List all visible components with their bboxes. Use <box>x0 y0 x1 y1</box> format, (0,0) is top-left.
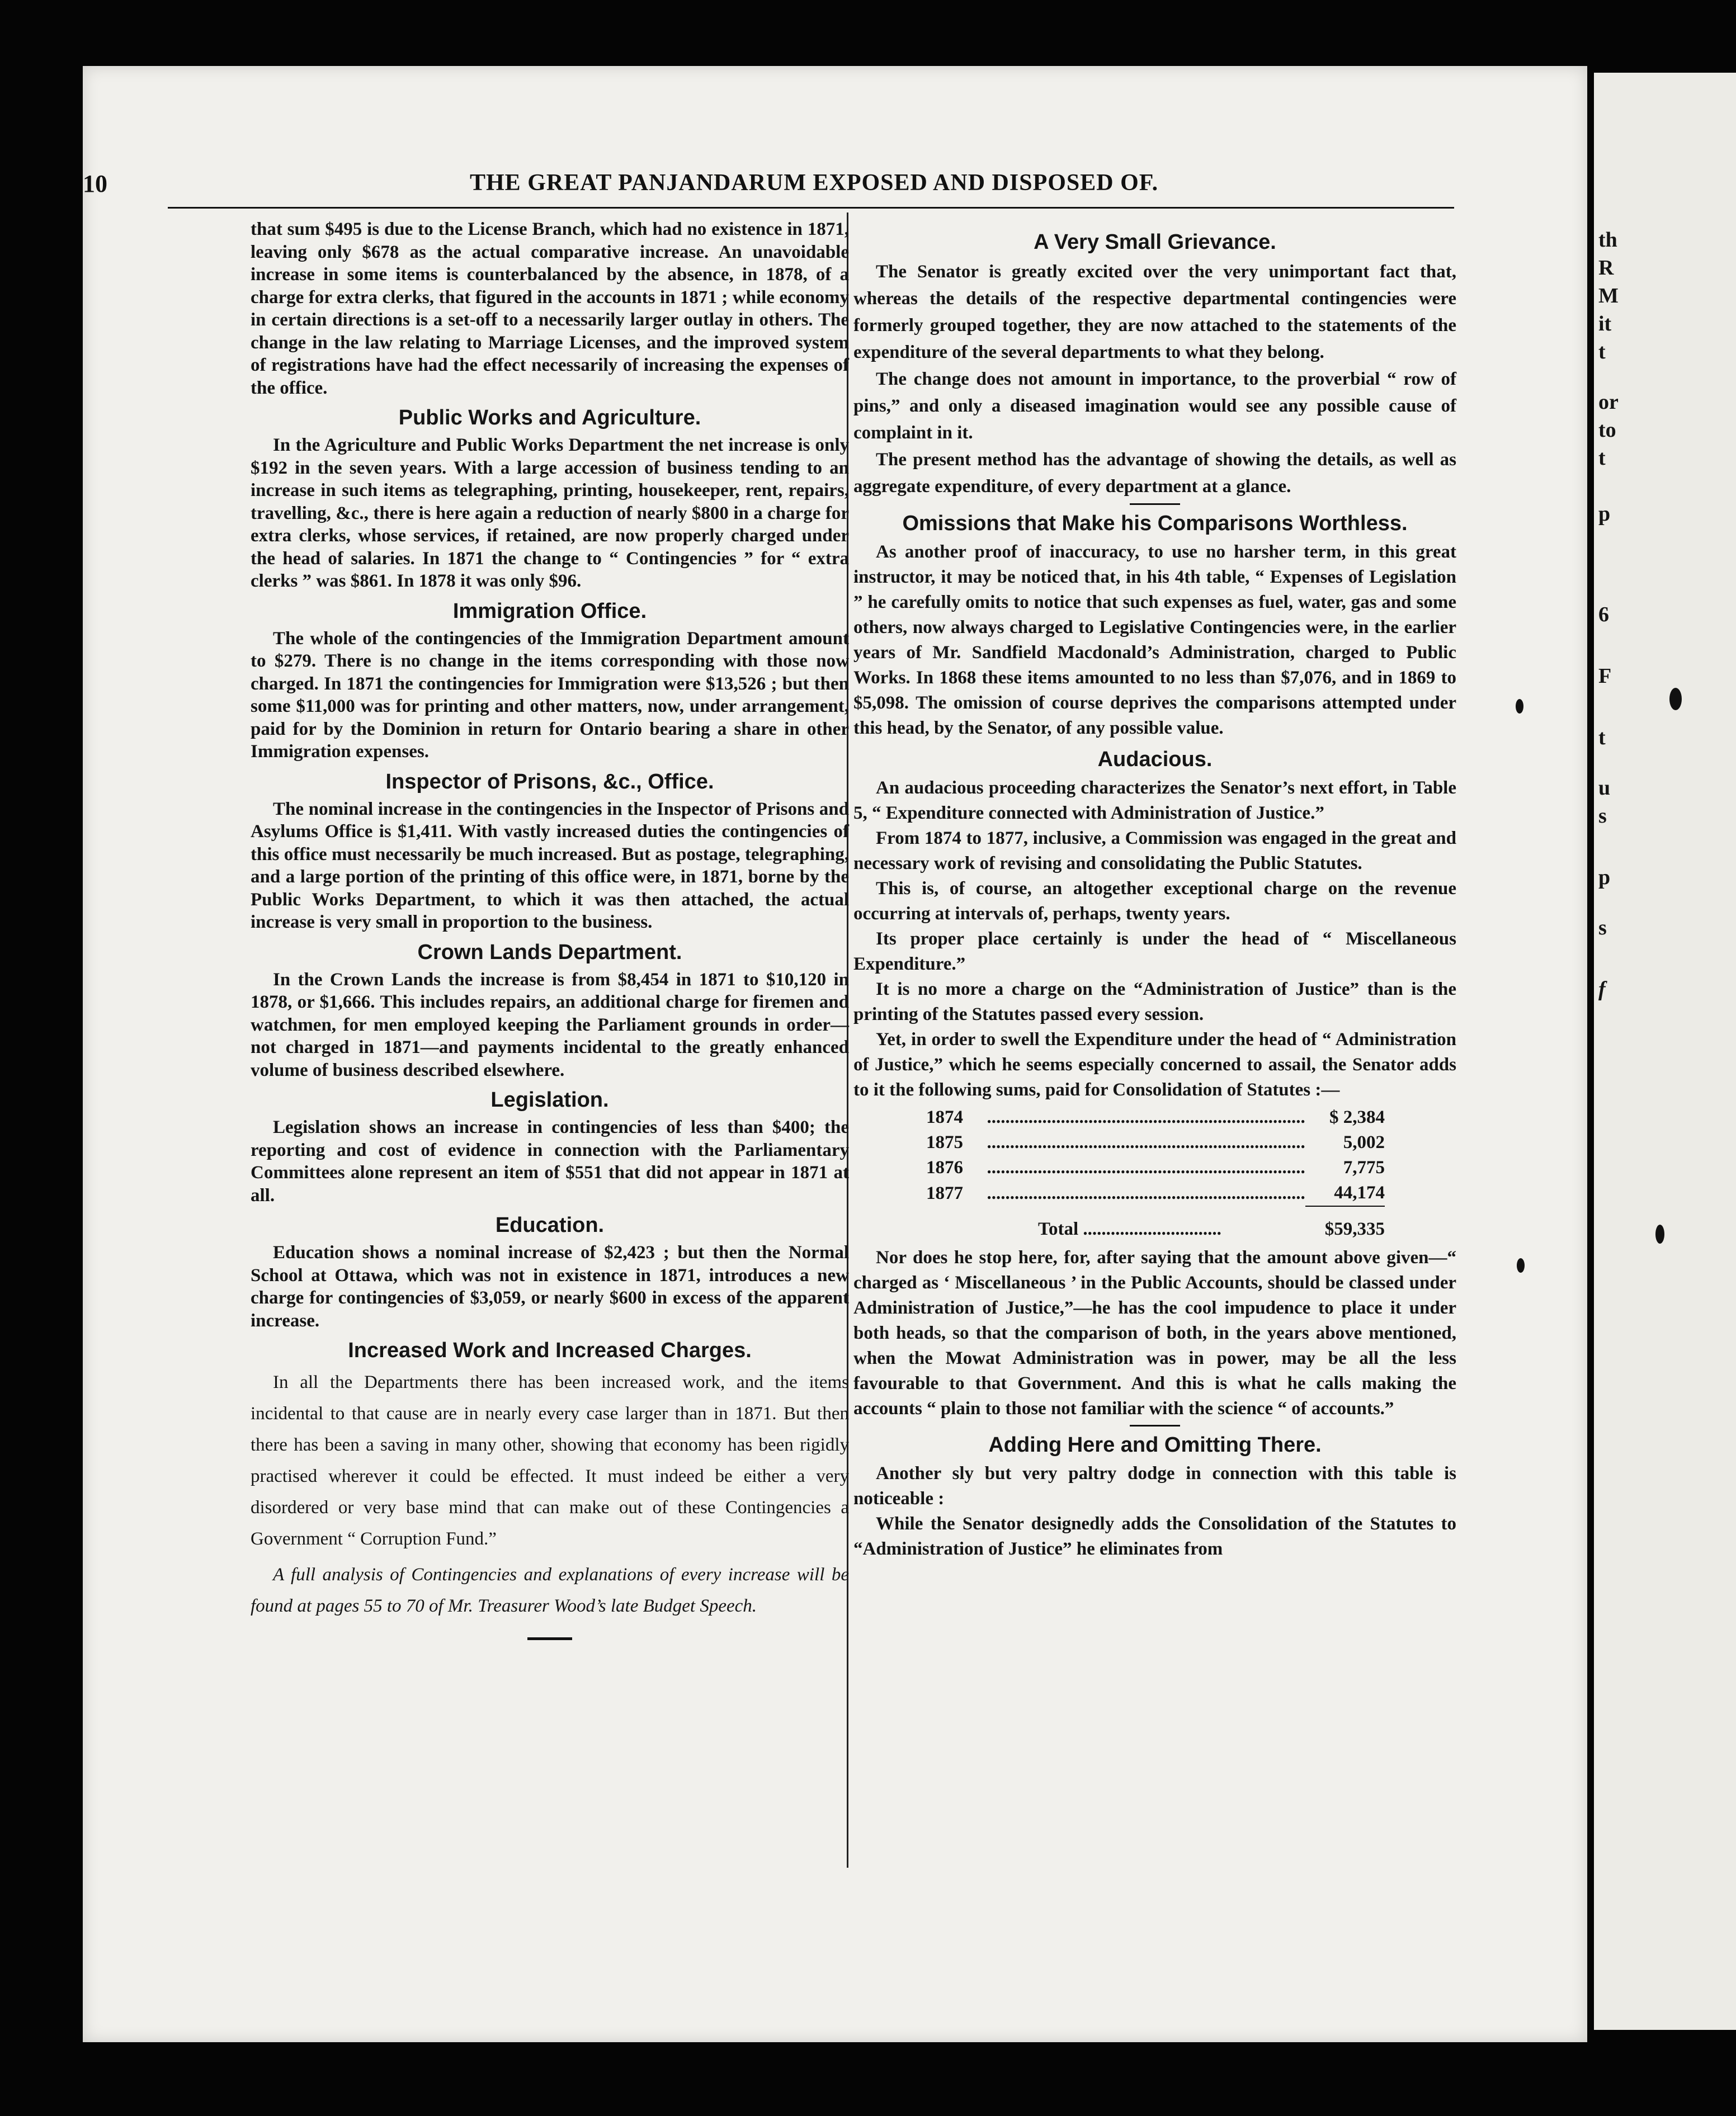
ink-speck <box>1655 1225 1664 1244</box>
end-rule <box>527 1637 572 1640</box>
table-row <box>926 1105 1385 1130</box>
amount-cell: 5,002 <box>1343 1132 1385 1153</box>
edge-text: f <box>1598 977 1606 1001</box>
paragraph: Another sly but very paltry dodge in connection with this table is noticeable : <box>853 1463 1456 1509</box>
ink-speck <box>1669 688 1682 710</box>
paragraph: Nor does he stop here, for, after saying that the amount above given—“ charged as ‘ Miscellaneous ’ in the Public Accounts, should be classed under Administration of Justice,”—he has the cool impudence to place it under both heads, so that the comparison of both, in the years above mentioned, when the Mowat Administration was in power, may be all the less favourable to that Government. And this is what he calls making the accounts “ plain to those not familiar with the science “ of accounts.” <box>853 1248 1456 1419</box>
leader-dots: ..................................................................... <box>987 1132 1305 1153</box>
leader-dots: ..................................................................... <box>987 1183 1305 1203</box>
edge-text: it <box>1598 312 1612 336</box>
section-rule <box>1130 503 1180 505</box>
edge-text: t <box>1598 446 1606 470</box>
edge-text: th <box>1598 228 1617 252</box>
edge-text: t <box>1598 726 1606 749</box>
paragraph: In all the Departments there has been increased work, and the items incidental to that cause are in nearly every case larger than in 1871. But then there has been a saving in many other, showing that economy has been rigidly practised wherever it could be effected. It must indeed be either a very disordered or very base mind that can make out of these Contingencies a Government “ Corruption Fund.” <box>251 1372 849 1549</box>
section-heading: Adding Here and Omitting There. <box>988 1433 1322 1457</box>
right-column <box>848 218 1456 1562</box>
edge-text: R <box>1598 256 1614 280</box>
ink-speck <box>1516 699 1523 714</box>
edge-text: F <box>1598 664 1612 688</box>
total-amount: $59,335 <box>1324 1219 1385 1239</box>
table-row <box>926 1180 1385 1206</box>
edge-text: t <box>1598 340 1606 363</box>
section-heading: Legislation. <box>490 1088 609 1112</box>
section-heading: Increased Work and Increased Charges. <box>348 1339 752 1362</box>
left-column <box>251 218 849 1640</box>
section-heading: Education. <box>495 1213 605 1237</box>
section-rule <box>1130 1425 1180 1427</box>
total-label-cell <box>926 1206 1305 1242</box>
paragraph: In the Crown Lands the increase is from $8,454 in 1871 to $10,120 in 1878, or $1,666. This includes repairs, an additional charge for firemen and watchmen, for men employed keeping the Parliament grounds in order—not charged in 1871—and payments incidental to the greatly enhanced volume of business described elsewhere. <box>251 969 849 1080</box>
section-heading: Audacious. <box>1097 748 1213 771</box>
edge-text: to <box>1598 418 1616 442</box>
table-row <box>926 1130 1385 1155</box>
adjacent-page-edge <box>1594 73 1736 2030</box>
paragraph: The nominal increase in the contingencies in the Inspector of Prisons and Asylums Office is $1,411. With vastly increased duties the contingencies of this office must necessarily be much increased. But as postage, telegraphing, and a large portion of the printing of this office were, in 1871, borne by the Public Works Department, to which it was then attached, the actual increase is very small in proportion to the business. <box>251 799 849 932</box>
paragraph: While the Senator designedly adds the Consolidation of the Statutes to “Administration of Justice” he eliminates from <box>853 1514 1456 1559</box>
paragraph: Legislation shows an increase in contingencies of less than $400; the reporting and cost of evidence in connection with the Parliamentary Committees alone represent an item of $551 that did not appear in 1871 at all. <box>251 1117 849 1206</box>
year-cell: 1874 <box>926 1107 963 1127</box>
paragraph: It is no more a charge on the “Administration of Justice” than is the printing of the Statutes passed every session. <box>853 979 1456 1024</box>
amount-cell: $ 2,384 <box>1329 1107 1385 1127</box>
edge-text: s <box>1598 916 1607 939</box>
paragraph: From 1874 to 1877, inclusive, a Commission was engaged in the great and necessary work of revising and consolidating the Public Statutes. <box>853 828 1456 873</box>
section-heading: A Very Small Grievance. <box>1034 230 1276 254</box>
paragraph: As another proof of inaccuracy, to use no harsher term, in this great instructor, it may be noticed that, in his 4th table, “ Expenses of Legislation ” he carefully omits to notice that such expenses as fuel, water, gas and some others, now always charged to Legislative Contingencies were, in the earlier years of Mr. Sandfield Macdonald’s Administration, charged to Public Works. In 1868 these items amounted to no less than $7,076, and in 1869 to $5,098. The omission of course deprives the comparisons attempted under this head, by the Senator, of any possible value. <box>853 542 1456 738</box>
edge-text: M <box>1598 284 1619 308</box>
amount-cell: 7,775 <box>1343 1158 1385 1178</box>
section-heading: Inspector of Prisons, &c., Office. <box>385 769 714 794</box>
paragraph: The Senator is greatly excited over the very unimportant fact that, whereas the details of the respective departmental contingencies were formerly grouped together, they are now attached to the statements of the expenditure of the several departments to what they belong. <box>853 262 1456 362</box>
year-cell: 1875 <box>926 1132 963 1153</box>
table-row <box>926 1155 1385 1180</box>
ink-speck <box>1517 1258 1525 1273</box>
section-heading: Public Works and Agriculture. <box>398 406 701 429</box>
leader-dots: ..................................................................... <box>987 1158 1305 1178</box>
amount-cell: 44,174 <box>1305 1180 1385 1206</box>
edge-text: or <box>1598 390 1619 414</box>
paragraph: Its proper place certainly is under the head of “ Miscellaneous Expenditure.” <box>853 929 1456 974</box>
year-cell: 1876 <box>926 1158 963 1178</box>
edge-text: p <box>1598 502 1611 526</box>
year-cell: 1877 <box>926 1183 963 1203</box>
edge-text: p <box>1598 866 1611 889</box>
paragraph: An audacious proceeding characterizes the Senator’s next effort, in Table 5, “ Expenditure connected with Administration of Justice.” <box>853 778 1456 823</box>
leader-dots: .............................. <box>1078 1218 1221 1239</box>
section-heading: Immigration Office. <box>452 599 647 623</box>
total-row <box>926 1206 1385 1242</box>
paragraph: Yet, in order to swell the Expenditure under the head of “ Administration of Justice,” which he seems especially concerned to assail, the Senator adds to it the following sums, paid for Consolidation of Statutes :— <box>853 1029 1456 1100</box>
paragraph: that sum $495 is due to the License Branch, which had no existence in 1871, leaving only $678 as the actual comparative increase. An unavoidable increase in some items is counterbalanced by the absence, in 1878, of a charge for extra clerks, that figured in the accounts in 1871 ; while economy in certain directions is a set-off to a necessarily larger outlay in others. The change in the law relating to Marriage Licenses, and the improved system of registrations have had the effect necessarily of increasing the expenses of the office. <box>251 219 849 398</box>
running-title: THE GREAT PANJANDARUM EXPOSED AND DISPOSED OF. <box>470 170 1159 196</box>
edge-text: 6 <box>1598 603 1609 626</box>
edge-text: u <box>1598 776 1611 800</box>
section-heading: Omissions that Make his Comparisons Worthless. <box>902 512 1408 535</box>
statute-sums-table <box>926 1105 1385 1242</box>
edge-text: s <box>1598 804 1607 828</box>
header-rule <box>168 207 1454 209</box>
leader-dots: ..................................................................... <box>987 1107 1305 1127</box>
paragraph: In the Agriculture and Public Works Department the net increase is only $192 in the seven years. With a large accession of business tending to an increase in such items as telegraphing, printing, housekeeper, rent, repairs, travelling, &c., there is here again a reduction of nearly $800 in a charge for extra clerks, whose services, if retained, are now properly charged under the head of salaries. In 1871 the change to “ Contingencies ” for “ extra clerks ” was $861. In 1878 it was only $96. <box>251 435 849 591</box>
total-label: Total <box>1038 1218 1079 1239</box>
paragraph: The present method has the advantage of showing the details, as well as aggregate expenditure, of every department at a glance. <box>853 450 1456 497</box>
paragraph: This is, of course, an altogether exceptional charge on the revenue occurring at intervals of, perhaps, twenty years. <box>853 878 1456 924</box>
paragraph: Education shows a nominal increase of $2,423 ; but then the Normal School at Ottawa, which was not in existence in 1871, introduces a new charge for contingencies of $3,059, or nearly $600 in excess of the apparent increase. <box>251 1243 849 1331</box>
paragraph: The whole of the contingencies of the Immigration Department amount to $279. There is no change in the items corresponding with those now charged. In 1871 the contingencies for Immigration were $13,526 ; but then some $11,000 was for printing and other matters, now, under arrangement, paid for by the Dominion in return for Ontario bearing a share in other Immigration expenses. <box>251 628 849 762</box>
paragraph: The change does not amount in importance, to the proverbial “ row of pins,” and only a diseased imagination would see any possible cause of complaint in it. <box>853 369 1456 443</box>
page-number: 10 <box>83 170 107 197</box>
section-heading: Crown Lands Department. <box>417 940 682 964</box>
footnote: A full analysis of Contingencies and explanations of every increase will be found at pages 55 to 70 of Mr. Treasurer Wood’s late Budget Speech. <box>251 1565 849 1616</box>
